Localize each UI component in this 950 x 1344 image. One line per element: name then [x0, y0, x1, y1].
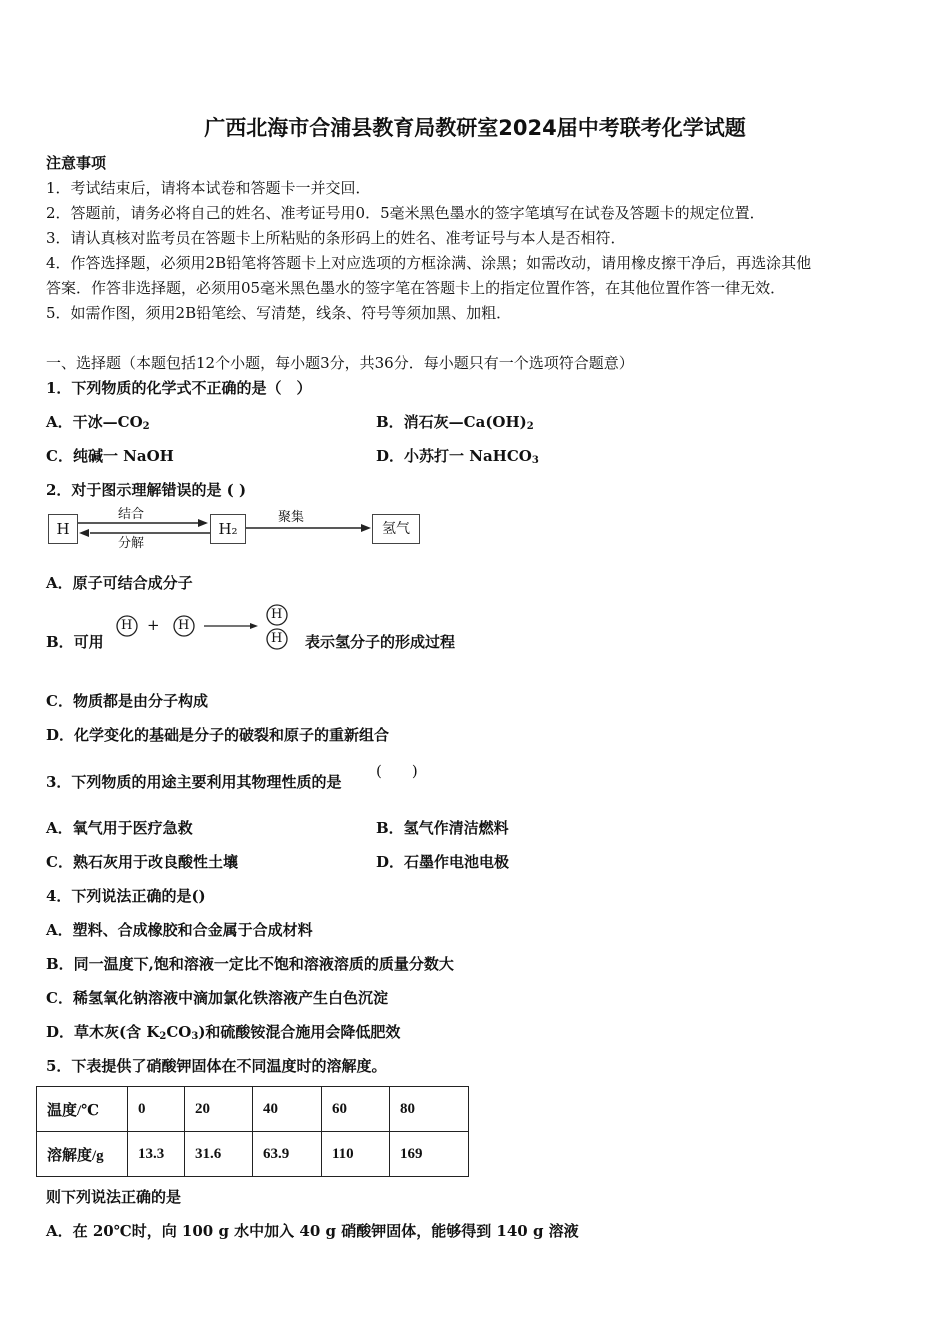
q2-option-d: D．化学变化的基础是分子的破裂和原子的重新组合 [46, 726, 390, 744]
hydrogen-process-diagram [46, 508, 426, 550]
q1-stem: 1．下列物质的化学式不正确的是（ ） [46, 379, 312, 397]
h-atom: H [271, 607, 283, 622]
table-cell: 0 [128, 1087, 185, 1132]
q3-stem: 3．下列物质的用途主要利用其物理性质的是 [46, 773, 342, 791]
table-cell: 40 [253, 1087, 322, 1132]
q3-option-a: A．氧气用于医疗急救 [46, 819, 193, 837]
q1-option-b: B．消石灰$—Ca(OH)_2$ [376, 413, 534, 432]
notice-heading: 注意事项 [46, 154, 107, 172]
table-cell: 31.6 [185, 1132, 253, 1177]
q4-option-c: C．稀氢氧化钠溶液中滴加氯化铁溶液产生白色沉淀 [46, 989, 388, 1007]
table-cell: 63.9 [253, 1132, 322, 1177]
h-atom: H [121, 618, 133, 633]
q2-stem: 2．对于图示理解错误的是 ( ) [46, 481, 247, 499]
table-cell: 169 [390, 1132, 469, 1177]
hydrogen-gas-box: 氢气 [372, 514, 420, 544]
h-atom: H [178, 618, 190, 633]
q2-option-a: A．原子可结合成分子 [46, 574, 193, 592]
q5-option-a: A．在 20℃时，向 100 g 水中加入 40 g 硝酸钾固体，能够得到 140 g 溶液 [46, 1222, 579, 1240]
q1-option-d: D．小苏打一 NaHCO$_3$ [376, 447, 539, 466]
table-cell: 110 [322, 1132, 390, 1177]
table-cell: 80 [390, 1087, 469, 1132]
notice-item: 3．请认真核对监考员在答题卡上所粘贴的条形码上的姓名、准考证号与本人是否相符． [46, 229, 626, 247]
h-atom-box: H [48, 514, 78, 544]
q4-option-d: D．草木灰(含 $K_2CO_3$)和硫酸铵混合施用会降低肥效 [46, 1023, 401, 1042]
gather-label: 聚集 [278, 510, 305, 525]
section-heading: 一、选择题（本题包括12个小题，每小题3分，共36分．每小题只有一个选项符合题意） [46, 354, 634, 372]
h2-molecule-box: H₂ [210, 514, 246, 544]
q5-stem: 5．下表提供了硝酸钾固体在不同温度时的溶解度。 [46, 1057, 387, 1075]
table-cell: 溶解度/g [37, 1132, 128, 1177]
q3-option-d: D．石墨作电池电极 [376, 853, 510, 871]
q4-option-a: A．塑料、合成橡胶和合金属于合成材料 [46, 921, 313, 939]
q2-option-b-suffix: 表示氢分子的形成过程 [305, 633, 456, 651]
q1-option-a: A．干冰$—CO_2$ [46, 413, 150, 432]
notice-item: 2．答题前，请务必将自己的姓名、准考证号用0．5毫米黑色墨水的签字笔填写在试卷及答题卡的规定位置． [46, 204, 765, 222]
table-row [37, 1132, 469, 1177]
q4-stem: 4．下列说法正确的是() [46, 887, 206, 905]
q3-answer-paren: ( ) [376, 762, 418, 780]
diagram-arrows [46, 508, 426, 550]
hydrogen-formation-figure [110, 600, 300, 658]
notice-item: 4．作答选择题，必须用2B铅笔将答题卡上对应选项的方框涂满、涂黑；如需改动，请用橡皮擦干净后，再选涂其他 [46, 254, 812, 272]
h-atom: H [271, 631, 283, 646]
solubility-table [36, 1086, 469, 1177]
table-cell: 60 [322, 1087, 390, 1132]
table-cell: 13.3 [128, 1132, 185, 1177]
table-cell: 温度/℃ [37, 1087, 128, 1132]
q3-option-b: B．氢气作清洁燃料 [376, 819, 509, 837]
q5-follow: 则下列说法正确的是 [46, 1188, 182, 1206]
table-cell: 20 [185, 1087, 253, 1132]
notice-item: 1．考试结束后，请将本试卷和答题卡一并交回． [46, 179, 371, 197]
q4-option-b: B．同一温度下,饱和溶液一定比不饱和溶液溶质的质量分数大 [46, 955, 454, 973]
q3-option-c: C．熟石灰用于改良酸性土壤 [46, 853, 238, 871]
plus-sign: + [147, 616, 160, 634]
q1-option-c: C．纯碱一 NaOH [46, 447, 174, 465]
notice-item: 5．如需作图，须用2B铅笔绘、写清楚，线条、符号等须加黑、加粗． [46, 304, 512, 322]
q2-option-c: C．物质都是由分子构成 [46, 692, 208, 710]
table-row [37, 1087, 469, 1132]
combine-label: 结合 [118, 507, 145, 522]
decompose-label: 分解 [118, 536, 145, 551]
page-title: 广西北海市合浦县教育局教研室2024届中考联考化学试题 [204, 116, 746, 140]
notice-item: 答案．作答非选择题，必须用05毫米黑色墨水的签字笔在答题卡上的指定位置作答，在其他位置作答一律无效． [46, 279, 786, 297]
q2-option-b-prefix: B．可用 [46, 633, 104, 651]
